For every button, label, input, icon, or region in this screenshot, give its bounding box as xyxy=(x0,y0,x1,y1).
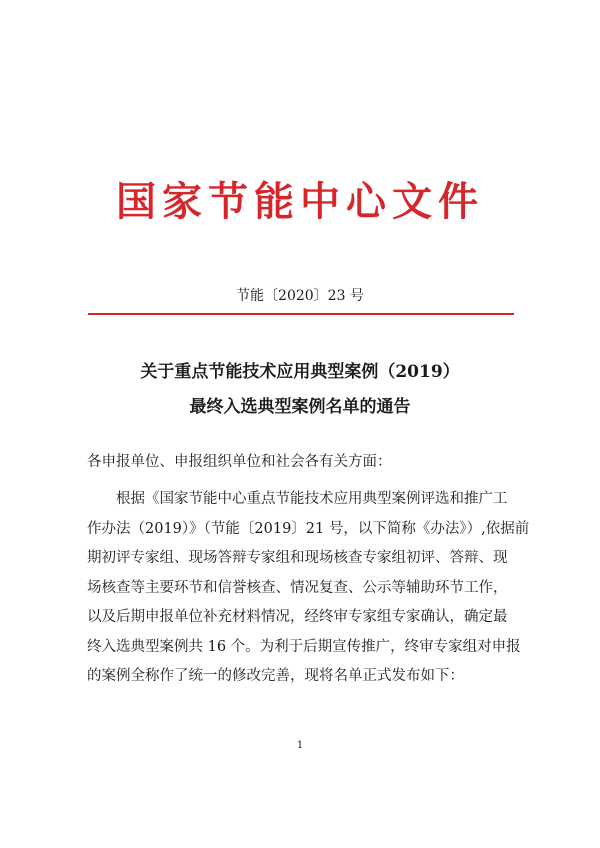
salutation: 各申报单位、申报组织单位和社会各有关方面： xyxy=(87,454,392,470)
body-line: 终入选典型案例共 16 个。为利于后期宣传推广，终审专家组对申报 xyxy=(87,638,521,655)
body-line: 根据《国家节能中心重点节能技术应用典型案例评选和推广工 xyxy=(116,491,508,507)
body-paragraph xyxy=(87,485,530,692)
body-line: 期初评专家组、现场答辩专家组和现场核查专家组初评、答辩、现 xyxy=(87,550,508,566)
subject-line-1: 关于重点节能技术应用典型案例（2019） xyxy=(140,362,460,382)
document-subject xyxy=(0,355,600,425)
issuer-title: 国家节能中心文件 xyxy=(116,178,484,225)
subject-line-2: 最终入选典型案例名单的通告 xyxy=(189,397,411,417)
body-line: 以及后期申报单位补充材料情况，经终审专家组专家确认，确定最 xyxy=(87,609,508,625)
document-number: 节能〔2020〕23 号 xyxy=(236,288,364,304)
page-number: 1 xyxy=(296,740,304,751)
red-divider xyxy=(88,313,514,315)
body-line: 的案例全称作了统一的修改完善，现将名单正式发布如下： xyxy=(87,668,464,684)
body-line: 场核查等主要环节和信誉核查、情况复查、公示等辅助环节工作， xyxy=(87,579,508,596)
body-line: 作办法（2019）》（节能〔2019〕21 号，以下简称《办法》）,依据前 xyxy=(87,520,530,537)
